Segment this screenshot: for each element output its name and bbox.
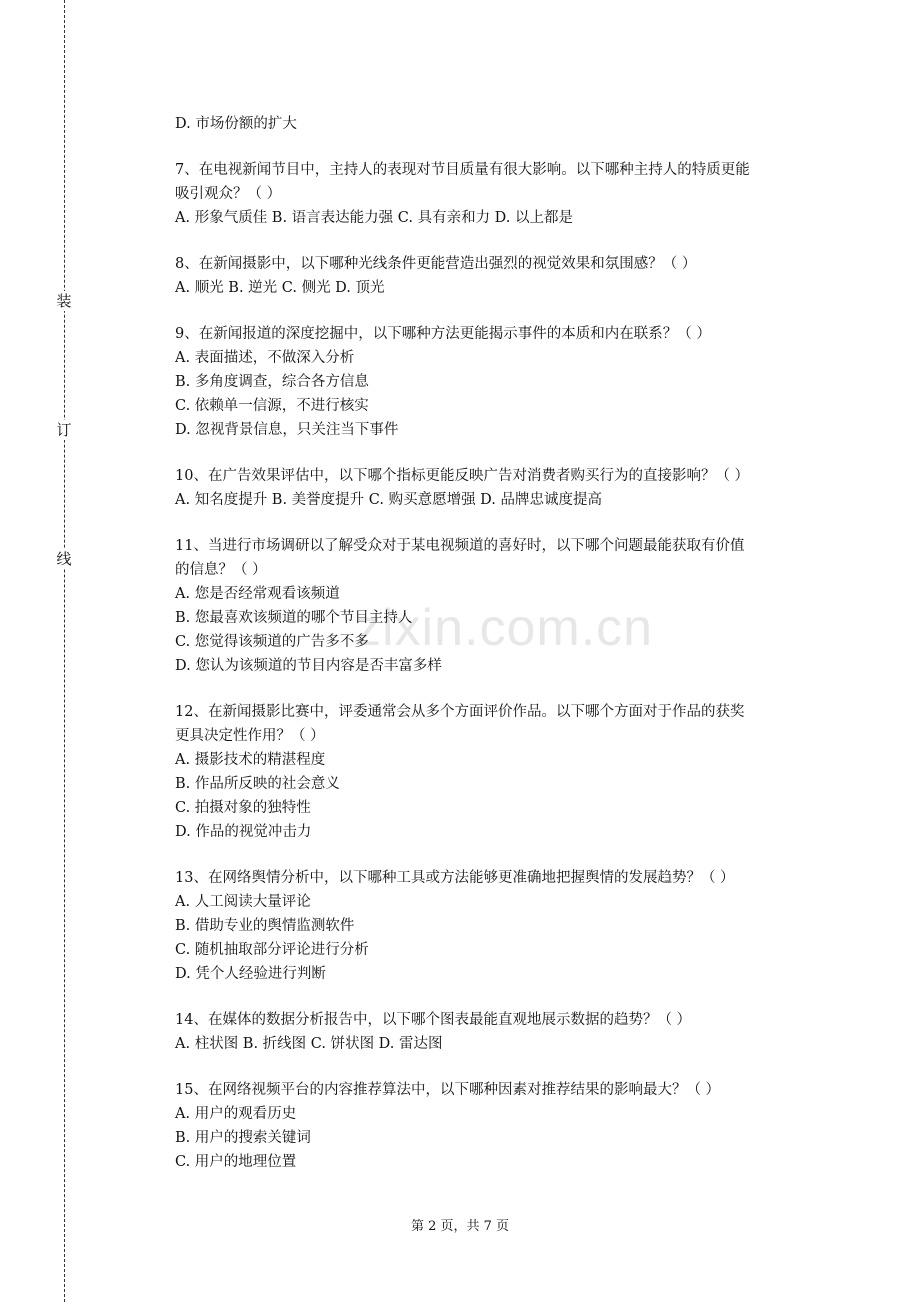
question-option: D. 忽视背景信息，只关注当下事件 [175,422,399,438]
binding-dashed-line [64,0,65,1302]
question-option: A. 表面描述，不做深入分析 [175,350,355,366]
binding-char-xian: 线 [56,550,72,568]
question-10 [175,464,815,512]
question-option: B. 借助专业的舆情监测软件 [175,918,355,934]
question-stem-line: 12、在新闻摄影比赛中，评委通常会从多个方面评价作品。以下哪个方面对于作品的获奖 [175,704,745,720]
question-stem-line: 11、当进行市场调研以了解受众对于某电视频道的喜好时，以下哪个问题最能获取有价值 [175,538,745,554]
binding-char-zhuang: 装 [56,292,72,310]
question-option: C. 依赖单一信源，不进行核实 [175,398,369,414]
question-15 [175,1078,815,1174]
question-stem-line: 10、在广告效果评估中，以下哪个指标更能反映广告对消费者购买行为的直接影响？（ ） [175,468,750,484]
question-12 [175,700,815,844]
question-stem-line: 7、在电视新闻节目中，主持人的表现对节目质量有很大影响。以下哪种主持人的特质更能 [175,162,750,178]
question-option: B. 用户的搜索关键词 [175,1130,311,1146]
question-option: B. 作品所反映的社会意义 [175,776,340,792]
question-option: D. 您认为该频道的节目内容是否丰富多样 [175,658,442,674]
question-option: A. 用户的观看历史 [175,1106,297,1122]
question-7 [175,158,815,230]
question-option: C. 用户的地理位置 [175,1154,297,1170]
question-8 [175,252,815,300]
question-option: A. 知名度提升 B. 美誉度提升 C. 购买意愿增强 D. 品牌忠诚度提高 [175,492,603,508]
question-stem-line: 9、在新闻报道的深度挖掘中，以下哪种方法更能揭示事件的本质和内在联系？（ ） [175,326,711,342]
question-stem-line: 8、在新闻摄影中，以下哪种光线条件更能营造出强烈的视觉效果和氛围感？（ ） [175,256,697,272]
question-option: C. 您觉得该频道的广告多不多 [175,634,369,650]
question-stem-line: 吸引观众？（ ） [175,186,282,202]
question-option: D. 作品的视觉冲击力 [175,824,312,840]
question-stem-line: 15、在网络视频平台的内容推荐算法中，以下哪种因素对推荐结果的影响最大？（ ） [175,1082,721,1098]
question-13 [175,866,815,986]
question-option: B. 多角度调查，综合各方信息 [175,374,369,390]
question-option: B. 您最喜欢该频道的哪个节目主持人 [175,610,413,626]
question-option: A. 形象气质佳 B. 语言表达能力强 C. 具有亲和力 D. 以上都是 [175,210,574,226]
carryover-option: D. 市场份额的扩大 [175,116,297,132]
question-11 [175,534,815,678]
question-option: A. 摄影技术的精湛程度 [175,752,326,768]
page-footer: 第 2 页，共 7 页 [410,1219,510,1234]
question-option: C. 随机抽取部分评论进行分析 [175,942,369,958]
question-9 [175,322,815,442]
question-option: C. 拍摄对象的独特性 [175,800,311,816]
question-stem-line: 13、在网络舆情分析中，以下哪种工具或方法能够更准确地把握舆情的发展趋势？（ ） [175,870,735,886]
watermark: zixin.com.cn [355,599,654,657]
question-option: A. 您是否经常观看该频道 [175,586,340,602]
question-option: D. 凭个人经验进行判断 [175,966,326,982]
binding-char-ding: 订 [56,421,72,439]
question-option: A. 人工阅读大量评论 [175,894,311,910]
question-option: A. 顺光 B. 逆光 C. 侧光 D. 顶光 [175,280,385,296]
question-list [175,112,815,1174]
question-14 [175,1008,815,1056]
question-stem-line: 14、在媒体的数据分析报告中，以下哪个图表最能直观地展示数据的趋势？（ ） [175,1012,692,1028]
carryover-block [175,112,815,136]
question-stem-line: 的信息？（ ） [175,562,267,578]
question-option: A. 柱状图 B. 折线图 C. 饼状图 D. 雷达图 [175,1036,443,1052]
question-stem-line: 更具决定性作用？（ ） [175,728,325,744]
